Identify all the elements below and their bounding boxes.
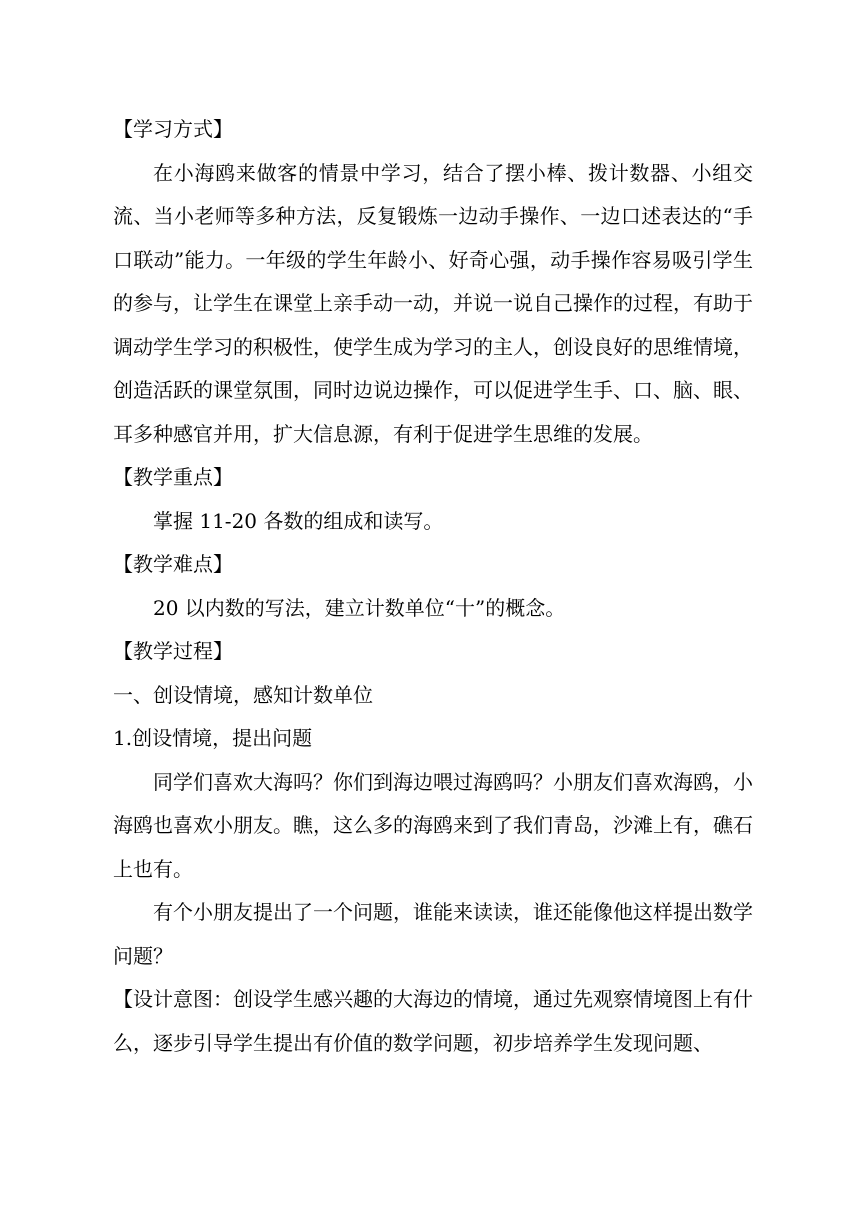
learning-mode-heading: 【学习方式】	[113, 117, 233, 141]
key-point-body: 掌握 11-20 各数的组成和读写。	[153, 508, 444, 533]
difficulty-body: 20 以内数的写法，建立计数单位“十”的概念。	[153, 595, 566, 620]
part-one-title: 一、创设情境，感知计数单位	[113, 682, 373, 707]
key-point-heading: 【教学重点】	[113, 465, 233, 489]
design-intent: 【设计意图：创设学生感兴趣的大海边的情境，通过先观察情境图上有什么，逐步引导学生提出有价值的数学问题，初步培养学生发现问题、	[113, 987, 753, 1055]
step-one-body-2: 有个小朋友提出了一个问题，谁能来读读，谁还能像他这样提出数学问题？	[113, 900, 753, 968]
document-content	[113, 108, 753, 1065]
step-one-title: 1.创设情境，提出问题	[113, 726, 313, 750]
process-heading: 【教学过程】	[113, 639, 233, 663]
step-one-body-1: 同学们喜欢大海吗？你们到海边喂过海鸥吗？小朋友们喜欢海鸥，小海鸥也喜欢小朋友。瞧，这么多的海鸥来到了我们青岛，沙滩上有，礁石上也有。	[113, 769, 753, 881]
difficulty-heading: 【教学难点】	[113, 552, 233, 576]
learning-mode-body: 在小海鸥来做客的情景中学习，结合了摆小棒、拨计数器、小组交流、当小老师等多种方法，反复锻炼一边动手操作、一边口述表达的“手口联动”能力。一年级的学生年龄小、好奇心强，动手操作容易吸引学生的参与，让学生在课堂上亲手动一动，并说一说自己操作的过程，有助于调动学生学习的积极性，使学生成为学习的主人，创设良好的思维情境，创造活跃的课堂氛围，同时边说边操作，可以促进学生手、口、脑、眼、耳多种感官并用，扩大信息源，有利于促进学生思维的发展。	[113, 160, 753, 446]
